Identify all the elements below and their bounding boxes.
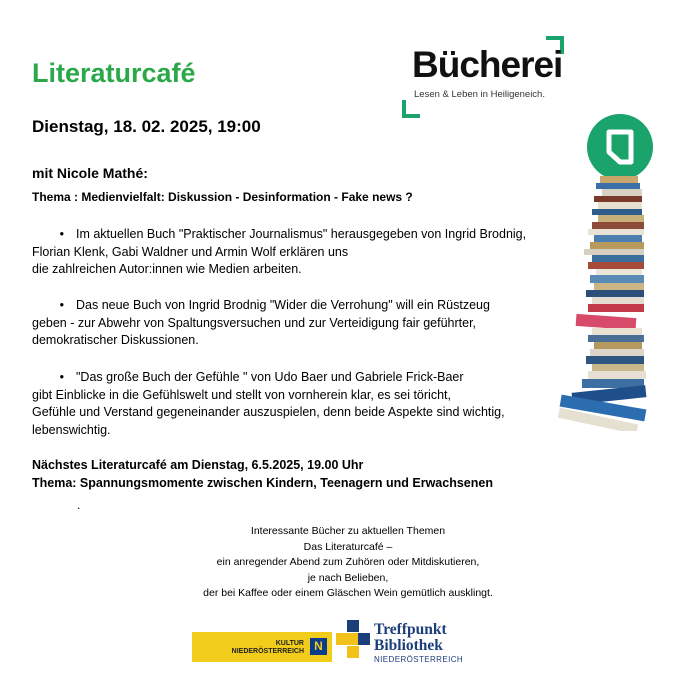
- bullet-dot: •: [59, 370, 64, 384]
- bullet-item-3: [32, 369, 580, 439]
- closing-line: je nach Belieben,: [307, 571, 389, 584]
- kultur-niederoesterreich-logo: [192, 632, 332, 662]
- closing-text: [128, 524, 568, 602]
- stray-dot: .: [77, 498, 81, 512]
- closing-line: ein anregender Abend zum Zuhören oder Mitdiskutieren,: [216, 556, 480, 568]
- bullet-dot: •: [59, 227, 64, 241]
- kultur-line2: NIEDERÖSTERREICH: [231, 648, 304, 655]
- bullet-text: "Das große Buch der Gefühle " von Udo Baer und Gabriele Frick-Baer: [76, 370, 464, 384]
- bullet-text: Im aktuellen Buch "Praktischer Journalismus" herausgegeben von Ingrid Brodnig,: [76, 227, 527, 241]
- closing-line: Das Literaturcafé –: [303, 540, 393, 553]
- treffpunkt-line2: Bibliothek: [374, 637, 443, 654]
- treffpunkt-line3: NIEDERÖSTERREICH: [374, 655, 464, 664]
- page-title: Literaturcafé: [32, 58, 196, 88]
- bullet-dot: •: [59, 298, 64, 312]
- bullet-item-1: [32, 226, 580, 279]
- bullet-text: Florian Klenk, Gabi Waldner und Armin Wolf erklären uns: [32, 244, 349, 259]
- next-event-date: Nächstes Literaturcafé am Dienstag, 6.5.2025, 19.00 Uhr: [32, 458, 364, 472]
- cross-blocks-icon: [336, 620, 370, 660]
- kultur-line1: KULTUR: [275, 640, 304, 647]
- bullet-text: geben - zur Abwehr von Spaltungsversuchen und zur Verteidigung fair geführter,: [32, 315, 477, 330]
- topic: Thema : Medienvielfalt: Diskussion - Desinformation - Fake news ?: [32, 190, 413, 204]
- buecherei-tagline: Lesen & Leben in Heiligeneich.: [414, 89, 545, 100]
- bullet-text: Gefühle und Verstand gegeneinander auszuspielen, denn beide Aspekte sind wichtig,: [32, 405, 505, 419]
- closing-line: Interessante Bücher zu aktuellen Themen: [250, 525, 446, 537]
- bookmark-square-icon: [587, 114, 653, 180]
- bullet-text: gibt Einblicke in die Gefühlswelt und stellt von vornherein klar, es sei töricht,: [32, 387, 451, 402]
- closing-line: der bei Kaffee oder einem Gläschen Wein gemütlich ausklingt.: [203, 587, 493, 599]
- bullet-text: die zahlreichen Autor:innen wie Medien arbeiten.: [32, 262, 302, 276]
- speaker: mit Nicole Mathé:: [32, 165, 148, 181]
- next-event-topic: Thema: Spannungsmomente zwischen Kindern, Teenagern und Erwachsenen: [32, 476, 493, 490]
- bullet-text: Das neue Buch von Ingrid Brodnig "Wider die Verrohung" will ein Rüstzeug: [76, 298, 490, 312]
- treffpunkt-line1: Treffpunkt: [374, 621, 447, 638]
- event-date: Dienstag, 18. 02. 2025, 19:00: [32, 117, 261, 136]
- kultur-mark-icon: N: [310, 638, 327, 655]
- buecherei-logo: Bücherei: [412, 44, 563, 85]
- bullet-item-2: [32, 297, 580, 350]
- bullet-text: lebenswichtig.: [32, 422, 111, 437]
- bullet-text: demokratischer Diskussionen.: [32, 333, 199, 347]
